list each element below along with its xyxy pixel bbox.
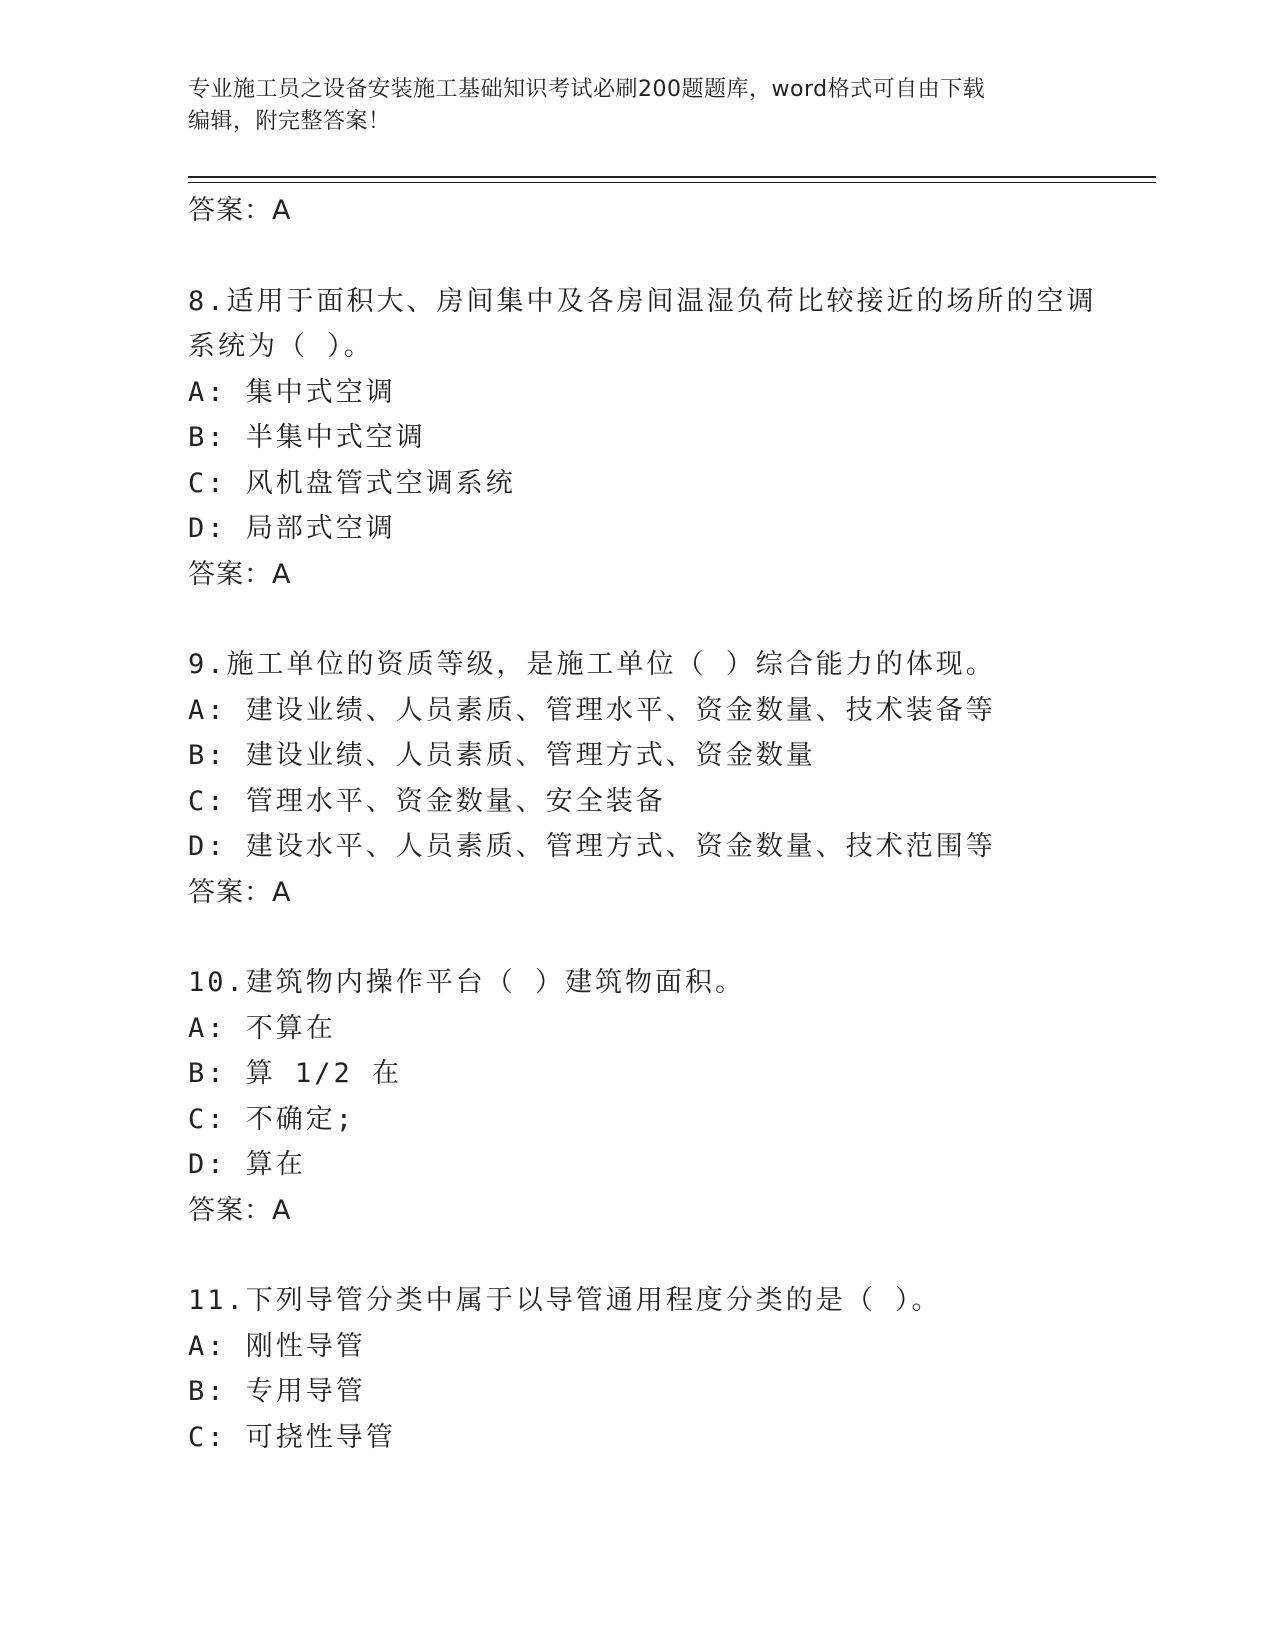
spacer [188,234,1148,279]
question-10-option-d: D: 算在 [188,1149,306,1180]
question-10 [188,960,1148,1233]
question-9 [188,642,1148,915]
question-9-option-b: B: 建设业绩、人员素质、管理方式、资金数量 [188,740,816,771]
question-11-option-a: A: 刚性导管 [188,1330,366,1362]
question-8-option-a: A: 集中式空调 [188,376,396,408]
question-8 [188,279,1148,598]
spacer [188,915,1148,960]
question-11-stem: 11.下列导管分类中属于以导管通用程度分类的是（ ）。 [188,1285,942,1316]
question-10-stem: 10.建筑物内操作平台（ ）建筑物面积。 [188,967,746,998]
spacer [188,597,1148,642]
spacer [188,1233,1148,1278]
question-8-option-b: B: 半集中式空调 [188,422,426,453]
question-11-option-b: B: 专用导管 [188,1376,366,1407]
question-10-option-b: B: 算 1/2 在 [188,1058,403,1089]
question-10-answer: 答案：A [188,1194,292,1226]
question-10-option-c: C: 不确定; [188,1103,356,1135]
question-8-stem-line-2: 系统为（ ）。 [188,331,374,362]
page-header [188,74,1068,138]
previous-answer: 答案：A [188,195,292,226]
question-8-option-c: C: 风机盘管式空调系统 [188,467,516,499]
question-10-option-a: A: 不算在 [188,1012,336,1044]
question-8-option-d: D: 局部式空调 [188,513,396,544]
question-9-option-c: C: 管理水平、资金数量、安全装备 [188,785,666,817]
question-11-option-c: C: 可挠性导管 [188,1421,396,1453]
question-9-stem: 9.施工单位的资质等级，是施工单位（ ）综合能力的体现。 [188,649,996,680]
header-line-2: 编辑，附完整答案！ [188,109,391,134]
question-9-option-d: D: 建设水平、人员素质、管理方式、资金数量、技术范围等 [188,831,996,862]
question-8-stem-line-1: 8.适用于面积大、房间集中及各房间温湿负荷比较接近的场所的空调 [188,285,1097,317]
question-list [188,188,1148,1460]
header-line-1: 专业施工员之设备安装施工基础知识考试必刷200题题库，word格式可自由下载 [188,77,986,102]
question-11 [188,1278,1148,1460]
header-rule-thick [188,176,1156,178]
question-8-answer: 答案：A [188,558,292,590]
header-rule-thin [188,182,1156,183]
question-9-option-a: A: 建设业绩、人员素质、管理水平、资金数量、技术装备等 [188,694,996,726]
question-9-answer: 答案：A [188,876,292,908]
